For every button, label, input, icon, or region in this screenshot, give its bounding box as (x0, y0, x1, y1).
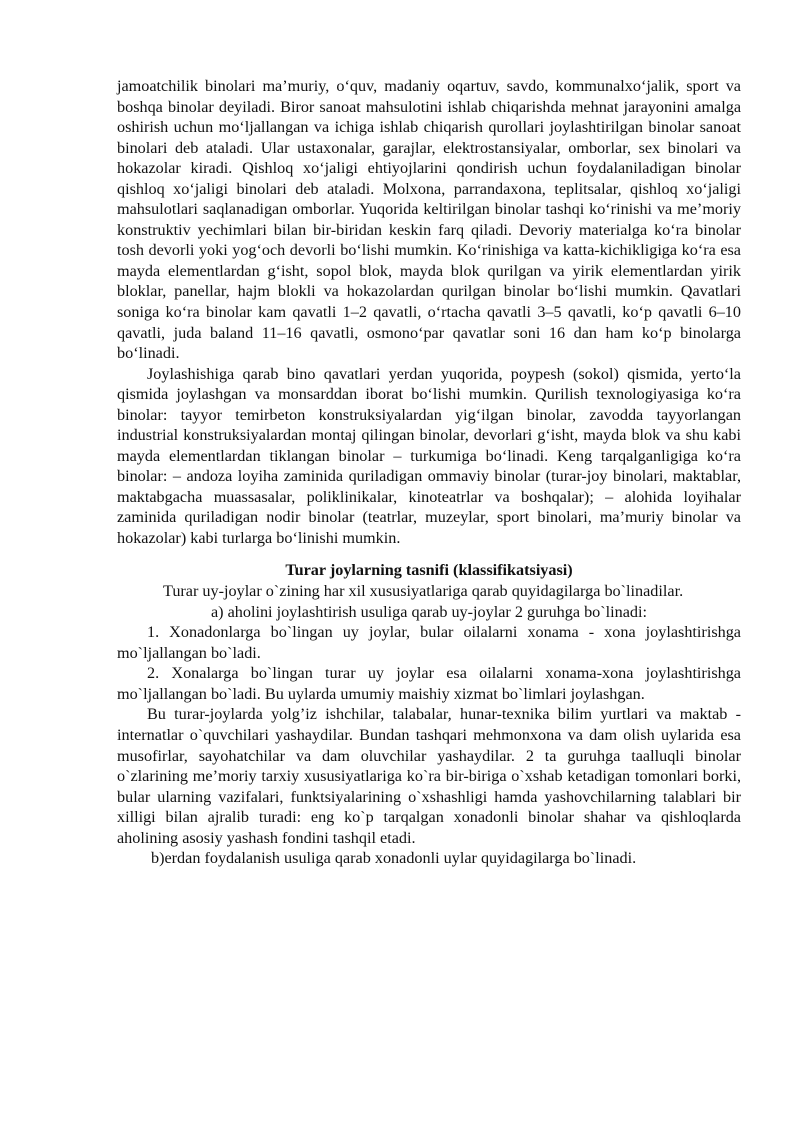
paragraph-subpoint-b: b)erdan foydalanish usuliga qarab xonadonli uylar quyidagilarga bo`linadi. (151, 849, 637, 868)
paragraph-list-item-2: 2. Xonalarga bo`lingan turar uy joylar esa oilalarni xonama-xona joylashtirishga mo`ljallangan bo`ladi. Bu uylarda umumiy maishiy xizmat bo`limlari joylashgan. (117, 664, 741, 703)
paragraph-intro: Turar uy-joylar o`zining har xil xususiyatlariga qarab quyidagilarga bo`linadilar. (163, 582, 684, 601)
paragraph-building-types: jamoatchilik binolari ma’muriy, o‘quv, madaniy oqartuv, savdo, kommunalxo‘jalik, sport va boshqa binolar deyiladi. Biror sanoat mahsulotini ishlab chiqarishda mehnat jarayonini amalga oshirish uchun mo‘ljallangan va ichiga ishlab chiqarish qurollari joylashtirilgan binolar sanoat binolari deb ataladi. Ular ustaxonalar, garajlar, elektrostansiyalar, omborlar, sex binolari va hokazolar kiradi. Qishloq xo‘jaligi ehtiyojlarini qondirish uchun foydalaniladigan binolar qishloq xo‘jaligi binolari deb ataladi. Molxona, parrandaxona, teplitsalar, qishloq xo‘jaligi mahsulotlari saqlanadigan omborlar. Yuqorida keltirilgan binolar tashqi ko‘rinishi va me’moriy konstruktiv yechimlari bilan bir-biridan keskin farq qiladi. Devoriy materialga ko‘ra binolar tosh devorli yoki yog‘och devorli bo‘lishi mumkin. Ko‘rinishiga va katta-kichikligiga ko‘ra esa mayda elementlardan g‘isht, sopol blok, mayda blok qurilgan va yirik elementlardan yirik bloklar, panellar, hajm blokli va hokazolardan qurilgan binolar bo‘lishi mumkin. Qavatlari soniga ko‘ra binolar kam qavatli 1–2 qavatli, o‘rtacha qavatli 3–5 qavatli, ko‘p qavatli 6–10 qavatli, juda baland 11–16 qavatli, osmono‘par qavatlar soni 16 dan ham ko‘p binolarga bo‘linadi. (117, 77, 741, 363)
section-heading: Turar joylarning tasnifi (klassifikatsiyasi) (285, 560, 573, 579)
paragraph-subpoint-a: a) aholini joylashtirish usuliga qarab uy-joylar 2 guruhga bo`linadi: (210, 602, 648, 621)
paragraph-list-item-1: 1. Xonadonlarga bo`lingan uy joylar, bular oilalarni xonama - xona joylashtirishga mo`ljallangan bo`ladi. (117, 623, 741, 662)
paragraph-residents: Bu turar-joylarda yolg’iz ishchilar, talabalar, hunar-texnika bilim yurtlari va maktab - internatlar o`quvchilari yashaydilar. Bundan tashqari mehmonxona va dam olish uylarida esa musofirlar, sayohatchilar va dam oluvchilar yashaydilar. 2 ta guruhga taalluqli binolar o`zlarining me’moriy tarxiy xususiyatlariga ko`ra bir-biriga o`xshab ketadigan tomonlari borki, bular ularning vazifalari, funktsiyalarining o`xshashligi hamda yashovchilarning talablari bir xilligi bilan ajralib turadi: eng ko`p tarqalgan xonadonli binolar shahar va qishloqlarda aholining asosiy yashash fondini tashqil etadi. (117, 705, 741, 847)
paragraph-building-placement: Joylashishiga qarab bino qavatlari yerdan yuqorida, poypesh (sokol) qismida, yerto‘la qismida joylashgan va monsarddan iborat bo‘lishi mumkin. Qurilish texnologiyasiga ko‘ra binolar: tayyor temirbeton konstruksiyalardan yig‘ilgan binolar, zavodda tayyorlangan industrial konstruksiyalardan montaj qilingan binolar, devorlari g‘isht, mayda blok va shu kabi mayda elementlardan tiklangan binolar – turkumiga bo‘linadi. Keng tarqalganligiga ko‘ra binolar: – andoza loyiha zaminida quriladigan ommaviy binolar (turar-joy binolari, maktablar, maktabgacha muassasalar, poliklinikalar, kinoteatrlar va boshqalar); – alohida loyihalar zaminida quriladigan nodir binolar (teatrlar, muzeylar, sport binolari, ma’muriy binolar va hokazolar) kabi turlarga bo‘linishi mumkin. (117, 364, 741, 548)
document-page (117, 76, 741, 869)
